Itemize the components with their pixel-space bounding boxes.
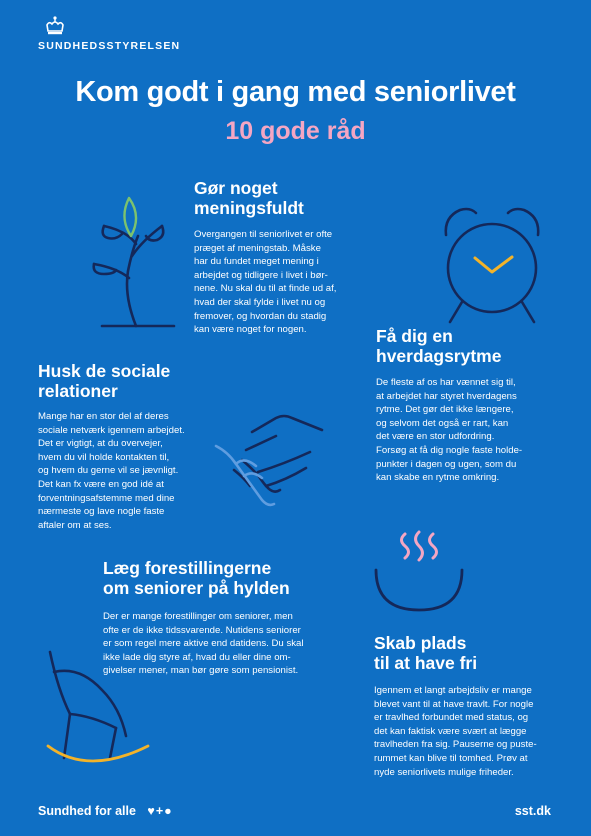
plant-icon [102, 196, 177, 336]
footer-symbols: ♥+● [147, 804, 173, 818]
hot-cup-icon [372, 530, 472, 623]
rocking-chair-icon [40, 650, 150, 775]
section-4-body: Der er mange forestillinger om seniorer, men ofte er de ikke tidssvarende. Nutidens seniorer er som regel mere aktive end datidens. Du skal ikke lade dig styre af, hvad du eller dine om- givelser mener, man bør gøre som pensionist. [103, 611, 304, 677]
section-5-body: Igennem et langt arbejdsliv er mange blevet vant til at have travlt. For nogle er travlhed forbundet med status, og det kan faktisk være svært at lægge travlheden fra sig. Pauserne og puste- rummet kan blive til tomhed. Prøv at nyde seniorlivets mulige friheder. [374, 685, 537, 778]
page-subtitle: 10 gode råd [225, 117, 366, 145]
page-title: Kom godt i gang med seniorlivet [75, 76, 516, 108]
section-3-heading: Husk de sociale relationer [38, 361, 171, 401]
section-1-heading: Gør noget meningsfuldt [194, 178, 304, 218]
section-2-heading: Få dig en hverdagsrytme [376, 326, 502, 366]
handshake-icon [214, 412, 329, 517]
section-2-body: De fleste af os har vænnet sig til, at arbejdet har styret hverdagens rytme. Det gør det ikke længere, og selvom det også er rart, kan det være en stor udfordring. Forsøg at få dig nogle faste holde- punkter i dagen og ugen, som du kan skabe en rytme omkring. [376, 377, 523, 484]
website-link[interactable]: sst.dk [514, 804, 551, 818]
section-5-heading: Skab plads til at have fri [374, 633, 478, 673]
section-3-body: Mange har en stor del af deres sociale netværk igennem arbejdet. Det er vigtigt, at du overvejer, hvem du vil holde kontakten til, og hvem du gerne vil se jævnligt. Det kan fx være en god idé at forventningsafstemme med dine nærmeste og lave nogle faste aftaler om at ses. [38, 411, 185, 531]
section-1-body: Overgangen til seniorlivet er ofte præget af meningstab. Måske har du fundet meget mening i arbejdet og tidligere i livet i bør- nene. Nu skal du til at finde ud af, hvad der skal fylde i livet nu og fremover, og hvordan du stadig kan være noget for nogen. [194, 229, 337, 336]
organization-name: SUNDHEDSSTYRELSEN [38, 40, 181, 52]
alarm-clock-icon [442, 205, 542, 335]
section-4-heading: Læg forestillingerne om seniorer på hylden [103, 558, 290, 598]
footer-tagline: Sundhed for alle ♥+● [38, 804, 173, 818]
crown-logo-icon [44, 16, 66, 38]
